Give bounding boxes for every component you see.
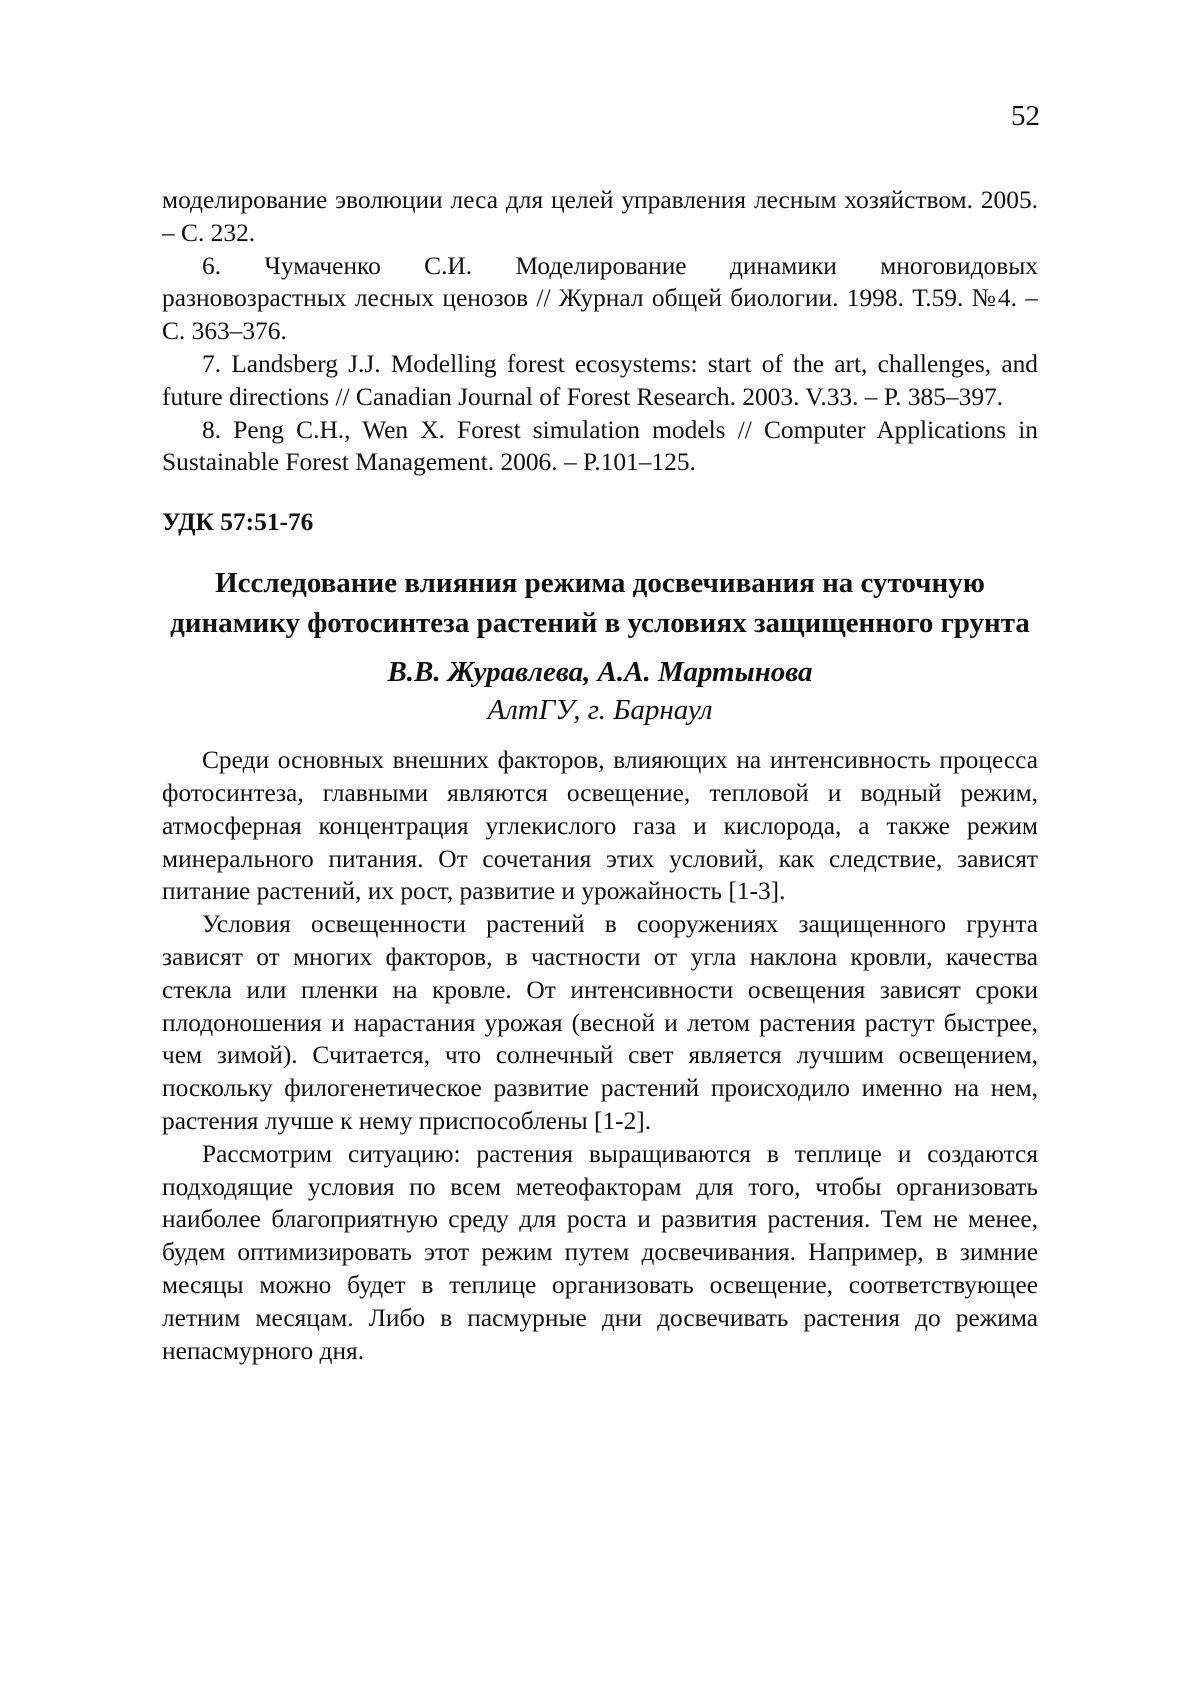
body-paragraph-2: Условия освещенности растений в сооружениях защищенного грунта зависят от многих факторов, в частности от угла наклона кровли, качества стекла или пленки на кровле. От интенсивности освещения зависят сроки плодоношения и нарастания урожая (весной и летом растения растут быстрее, чем зимой). Считается, что солнечный свет является лучшим освещением, поскольку филогенетическое развитие растений происходило именно на нем, растения лучше к нему приспособлены [1-2]. — [162, 908, 1038, 1138]
references-list — [162, 184, 1038, 479]
page-content — [162, 184, 1038, 1367]
reference-item-8: 8. Peng C.H., Wen X. Forest simulation models // Computer Applications in Sustainable Forest Management. 2006. – P.101–125. — [162, 414, 1038, 480]
reference-item-7: 7. Landsberg J.J. Modelling forest ecosystems: start of the art, challenges, and future directions // Canadian Journal of Forest Research. 2003. V.33. – P. 385–397. — [162, 348, 1038, 414]
article-affiliation: АлтГУ, г. Барнаул — [162, 691, 1038, 729]
body-paragraph-1: Среди основных внешних факторов, влияющих на интенсивность процесса фотосинтеза, главными являются освещение, тепловой и водный режим, атмосферная концентрация углекислого газа и кислорода, а также режим минерального питания. От сочетания этих условий, как следствие, зависят питание растений, их рост, развитие и урожайность [1-3]. — [162, 744, 1038, 908]
document-page — [0, 0, 1200, 1703]
article-title: Исследование влияния режима досвечивания на суточную динамику фотосинтеза растений в условиях защищенного грунта — [162, 563, 1038, 643]
reference-item-6: 6. Чумаченко С.И. Моделирование динамики многовидовых разновозрастных лесных ценозов // Журнал общей биологии. 1998. Т.59. №4. – С. 363–376. — [162, 250, 1038, 348]
article-authors: В.В. Журавлева, А.А. Мартынова — [162, 653, 1038, 691]
body-paragraph-3: Рассмотрим ситуацию: растения выращиваются в теплице и создаются подходящие условия по всем метеофакторам для того, чтобы организовать наиболее благоприятную среду для роста и развития растения. Тем не менее, будем оптимизировать этот режим путем досвечивания. Например, в зимние месяцы можно будет в теплице организовать освещение, соответствующее летним месяцам. Либо в пасмурные дни досвечивать растения до режима непасмурного дня. — [162, 1138, 1038, 1368]
reference-continuation: моделирование эволюции леса для целей управления лесным хозяйством. 2005. – С. 232. — [162, 184, 1038, 250]
page-number: 52 — [1011, 102, 1040, 131]
udk-code: УДК 57:51-76 — [162, 506, 1038, 538]
article-body — [162, 744, 1038, 1367]
